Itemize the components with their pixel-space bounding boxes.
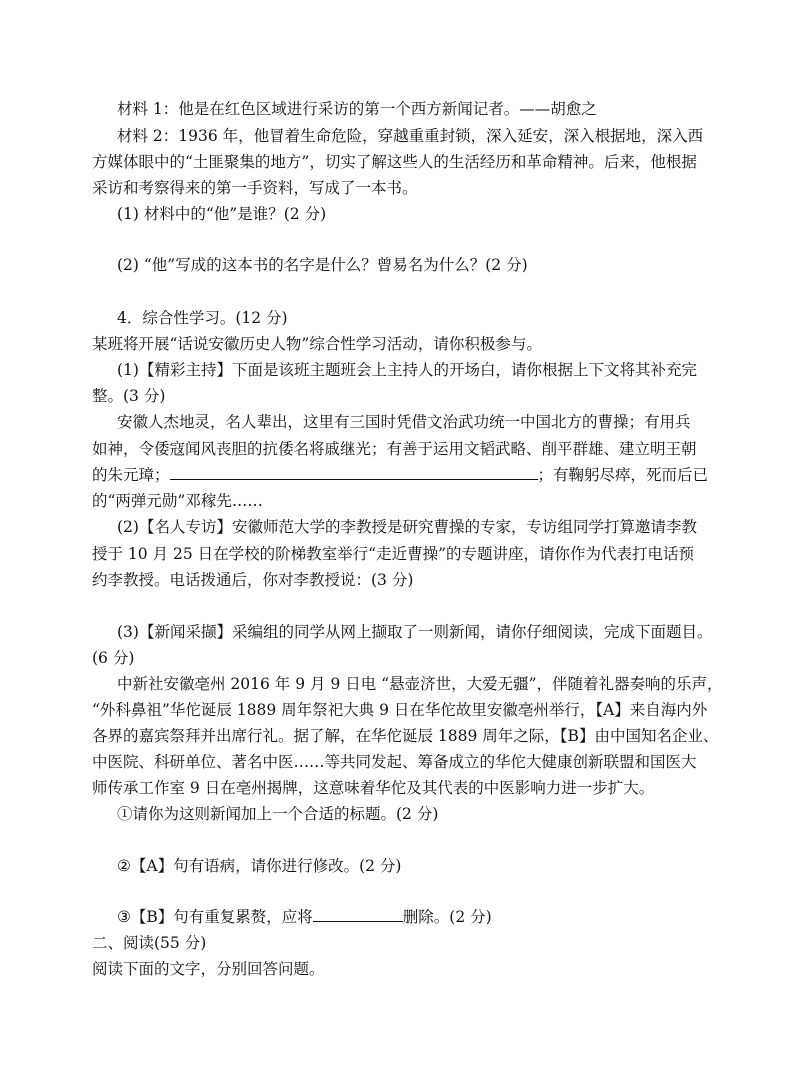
task-2-line-2: 授于 10 月 25 日在学校的阶梯教室举行“走近曹操”的专题讲座，请你作为代表打电话预 <box>92 545 695 563</box>
redundancy-blank-fill[interactable] <box>313 907 403 922</box>
task-2-line-3: 约李教授。电话拨通后，你对李教授说：(3 分) <box>92 571 414 589</box>
news-line-3: 各界的嘉宾祭拜并出席行礼。据了解，在华佗诞辰 1889 周年之际，【B】由中国知名企业、 <box>92 727 719 745</box>
news-line-5: 师传承工作室 9 日在亳州揭牌，这意味着华佗及其代表的中医影响力进一步扩大。 <box>92 779 655 797</box>
news-line-2: “外科鼻祖”华佗诞辰 1889 周年祭祀大典 9 日在华佗故里安徽亳州举行，【A】来自海内外 <box>92 701 708 719</box>
section-2-heading: 二、阅读(55 分) <box>92 934 207 952</box>
task-1-line-2: 整。(3 分) <box>92 387 166 405</box>
question-2: (2) “他”写成的这本书的名字是什么？曾易名为什么？(2 分) <box>117 256 528 274</box>
section-4-heading: 4．综合性学习。(12 分) <box>117 309 288 327</box>
material-1-line: 材料 1：他是在红色区域进行采访的第一个西方新闻记者。——胡愈之 <box>117 100 597 118</box>
material-2-line-3: 采访和考察得来的第一手资料，写成了一本书。 <box>92 179 418 197</box>
subquestion-3-prefix: ③【B】句有重复累赘，应将 <box>117 908 313 926</box>
activity-intro: 某班将开展“话说安徽历史人物”综合性学习活动，请你积极参与。 <box>92 335 542 353</box>
task-2-line-1: (2)【名人专访】安徽师范大学的李教授是研究曹操的专家，专访组同学打算邀请李教 <box>117 518 697 536</box>
material-2-line-1: 材料 2：1936 年，他冒着生命危险，穿越重重封锁，深入延安，深入根据地，深入西 <box>117 127 704 145</box>
reading-instruction: 阅读下面的文字，分别回答问题。 <box>92 960 325 978</box>
subquestion-3-suffix: 删除。(2 分) <box>402 908 492 926</box>
host-speech-line-3 <box>0 462 790 489</box>
task-3-line-2: (6 分) <box>92 649 135 667</box>
news-line-4: 中医院、科研单位、著名中医……等共同发起、筹备成立的华佗大健康创新联盟和国医大 <box>92 753 697 771</box>
host-speech-prefix: 的朱元璋； <box>92 466 170 484</box>
subquestion-1: ①请你为这则新闻加上一个合适的标题。(2 分) <box>117 805 439 823</box>
news-line-1: 中新社安徽亳州 2016 年 9 月 9 日电 “悬壶济世，大爱无疆”，伴随着礼器奏响的乐声， <box>117 675 723 693</box>
task-1-line-1: (1)【精彩主持】下面是该班主题班会上主持人的开场白，请你根据上下文将其补充完 <box>117 361 697 379</box>
host-speech-line-4: 的“两弹元勋”邓稼先…… <box>92 492 263 510</box>
host-speech-line-1: 安徽人杰地灵，名人辈出，这里有三国时凭借文治武功统一中国北方的曹操；有用兵 <box>117 413 691 431</box>
answer-blank-fill[interactable] <box>170 465 538 480</box>
material-2-line-2: 方媒体眼中的“土匪聚集的地方”，切实了解这些人的生活经历和革命精神。后来，他根据 <box>92 153 697 171</box>
host-speech-suffix: ；有鞠躬尽瘁，死而后已 <box>537 466 709 484</box>
host-speech-line-2: 如神，令倭寇闻风丧胆的抗倭名将戚继光；有善于运用文韬武略、削平群雄、建立明王朝 <box>92 440 697 458</box>
question-1: (1) 材料中的“他”是谁？(2 分) <box>117 205 327 223</box>
subquestion-3 <box>0 904 790 931</box>
task-3-line-1: (3)【新闻采撷】采编组的同学从网上撷取了一则新闻，请你仔细阅读，完成下面题目。 <box>117 623 713 641</box>
subquestion-2: ②【A】句有语病，请你进行修改。(2 分) <box>117 857 402 875</box>
